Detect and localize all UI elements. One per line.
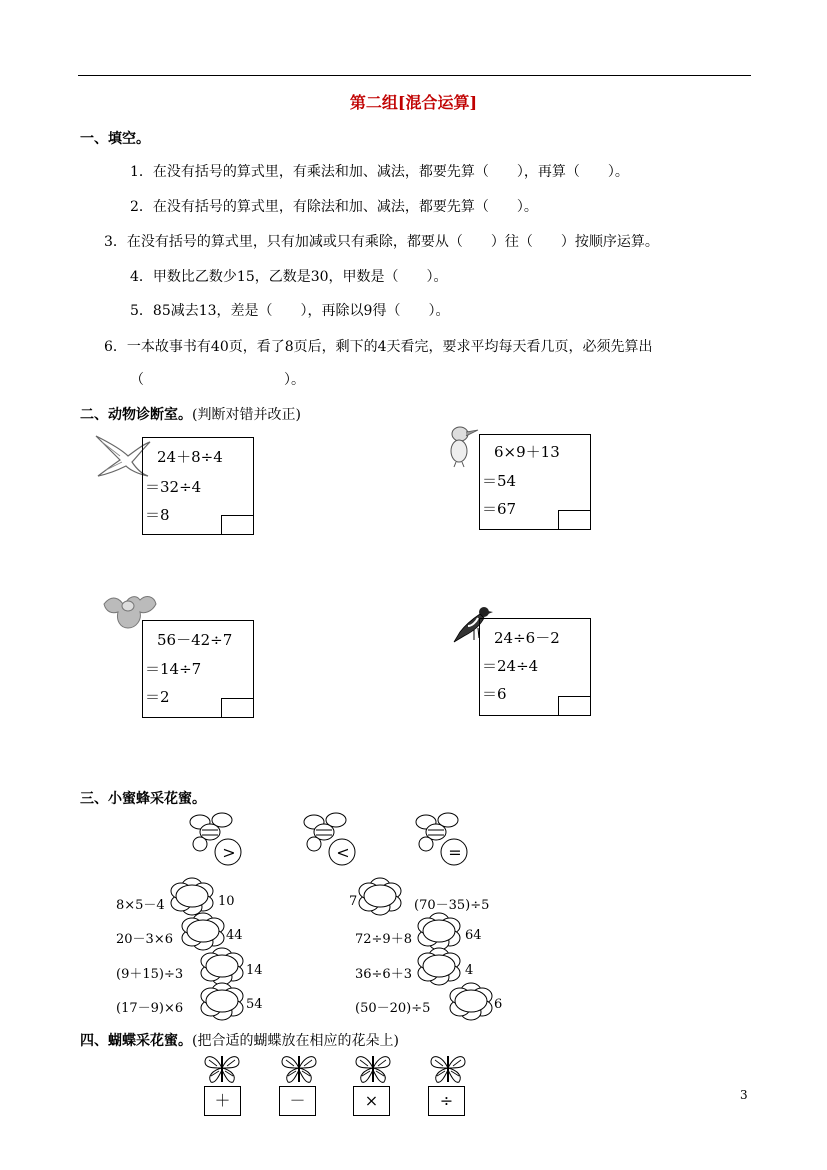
- compare-left-3-a: (9＋15)÷3: [116, 967, 184, 982]
- question-2: 2．在没有括号的算式里，有除法和加、减法，都要先算（ ）。: [130, 199, 538, 215]
- compare-left-4-b: 54: [246, 997, 263, 1012]
- compare-left-2-a: 20－3×6: [116, 932, 173, 947]
- butterfly-times-icon[interactable]: [354, 1052, 392, 1084]
- box1-line2: ＝32÷4: [145, 478, 202, 496]
- flower-left-3[interactable]: [201, 948, 243, 985]
- question-1: 1．在没有括号的算式里，有乘法和加、减法，都要先算（ ），再算（ ）。: [130, 164, 629, 180]
- compare-left-3-b: 14: [246, 963, 263, 978]
- question-6-answer: （ ）。: [130, 372, 305, 388]
- question-5: 5．85减去13，差是（ ），再除以9得（ ）。: [130, 303, 450, 319]
- box3-line3: ＝2: [145, 688, 170, 706]
- op-box-divide[interactable]: ÷: [428, 1086, 465, 1116]
- compare-right-4-b: 6: [494, 997, 503, 1012]
- section4-heading: 四、蝴蝶采花蜜。(把合适的蝴蝶放在相应的花朵上): [80, 1033, 399, 1049]
- compare-right-2-a: 72÷9＋8: [355, 932, 412, 947]
- butterfly-divide-icon[interactable]: [429, 1052, 467, 1084]
- bee-symbol-1: >: [222, 843, 236, 862]
- op-box-times[interactable]: ×: [353, 1086, 390, 1116]
- butterfly-minus-icon[interactable]: [280, 1052, 318, 1084]
- page-title: 第二组[混合运算]: [349, 93, 478, 112]
- butterfly-plus-icon[interactable]: [203, 1052, 241, 1084]
- compare-left-2-b: 44: [226, 928, 243, 943]
- box3-line2: ＝14÷7: [145, 660, 202, 678]
- bee-symbol-3: =: [448, 843, 462, 862]
- flower-left-4[interactable]: [201, 983, 243, 1020]
- compare-right-1-a: 7: [349, 894, 358, 909]
- flower-left-2[interactable]: [182, 913, 224, 950]
- box2-line3: ＝67: [482, 500, 517, 518]
- flower-right-2[interactable]: [418, 913, 460, 950]
- page-number: 3: [740, 1088, 748, 1102]
- box4-line3: ＝6: [482, 685, 507, 703]
- compare-left-1-a: 8×5－4: [116, 898, 165, 913]
- compare-right-1-b: (70－35)÷5: [414, 898, 490, 913]
- box4-line1: 24÷6－2: [494, 629, 560, 647]
- op-box-minus[interactable]: －: [279, 1086, 316, 1116]
- compare-right-2-b: 64: [465, 928, 482, 943]
- section2-heading: 二、动物诊断室。(判断对错并改正): [80, 407, 301, 423]
- op-box-plus[interactable]: ＋: [204, 1086, 241, 1116]
- box3-line1: 56－42÷7: [157, 631, 233, 649]
- box1-line1: 24＋8÷4: [157, 448, 223, 466]
- section3-heading: 三、小蜜蜂采花蜜。: [80, 791, 206, 807]
- bee-symbol-2: <: [336, 843, 350, 862]
- question-4: 4．甲数比乙数少15，乙数是30，甲数是（ ）。: [130, 269, 448, 285]
- box4-line2: ＝24÷4: [482, 657, 539, 675]
- compare-left-4-a: (17－9)×6: [116, 1001, 184, 1016]
- compare-left-1-b: 10: [218, 894, 235, 909]
- box2-line1: 6×9＋13: [494, 443, 560, 461]
- box1-line3: ＝8: [145, 506, 170, 524]
- flower-right-1[interactable]: [359, 878, 401, 915]
- question-6: 6．一本故事书有40页，看了8页后，剩下的4天看完，要求平均每天看几页，必须先算出: [104, 339, 653, 355]
- question-3: 3．在没有括号的算式里，只有加减或只有乘除，都要从（ ）往（ ）按顺序运算。: [104, 234, 659, 250]
- compare-right-3-a: 36÷6＋3: [355, 967, 412, 982]
- section1-heading: 一、填空。: [80, 131, 150, 147]
- box2-line2: ＝54: [482, 472, 517, 490]
- flower-left-1[interactable]: [171, 878, 213, 915]
- compare-right-3-b: 4: [465, 963, 474, 978]
- flower-right-4[interactable]: [450, 983, 492, 1020]
- compare-right-4-a: (50－20)÷5: [355, 1001, 431, 1016]
- flower-right-3[interactable]: [418, 948, 460, 985]
